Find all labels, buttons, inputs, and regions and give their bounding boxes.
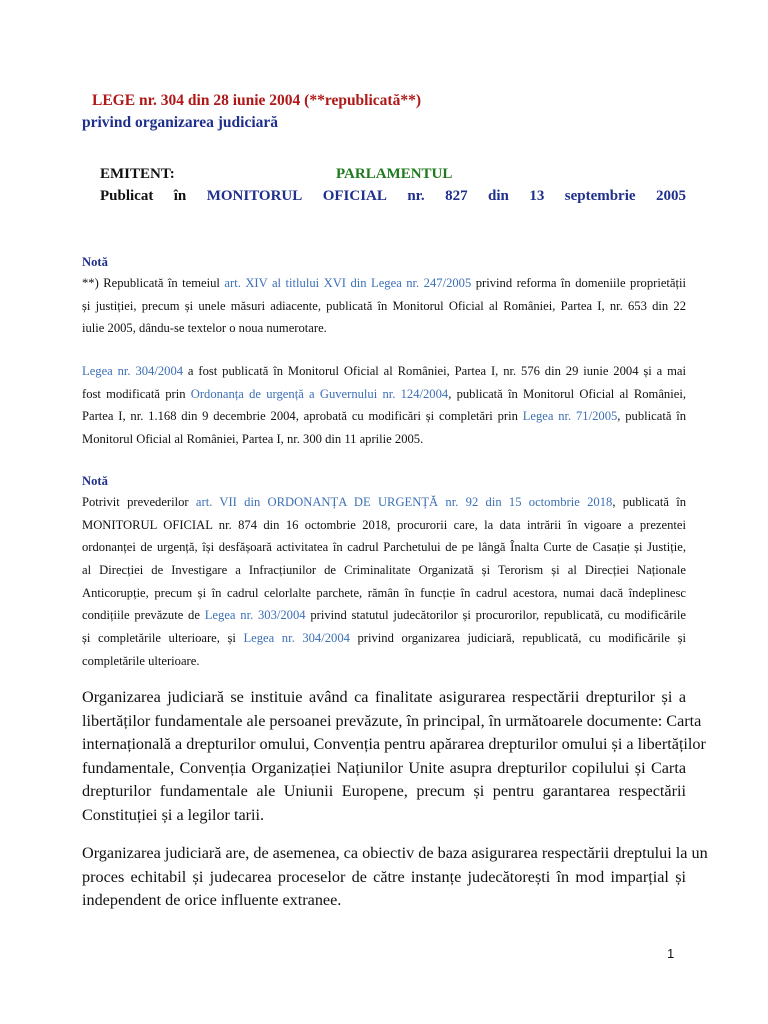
law-title: LEGE nr. 304 din 28 iunie 2004 (**republicată**) [92,92,421,109]
legal-link[interactable]: art. XIV al titlului XVI din Legea nr. 247/2005 [224,276,472,290]
text-line: Anticorupție, precum și în cadrul celorlalte parchete, rămân în funcție în cadrul acestora, numai dacă îndeplinesc [82,585,686,600]
legal-link[interactable]: Legea nr. 71/2005 [522,409,618,424]
text-line: al Direcției de Investigare a Infracțiunilor de Criminalitate Organizată și Terorism și al Direcției Naționale [82,563,686,578]
note-label: Notă [82,474,108,488]
text-line: condițiile prevăzute de Legea nr. 303/2004 privind statutul judecătorilor și procurorilor, republicată, cu modificările [82,608,687,623]
text-line: libertăților fundamentale ale persoanei prevăzute, în principal, în următoarele documente: Carta [82,711,702,730]
law-history-paragraph [82,360,686,451]
publication-row [100,188,686,205]
note-2-text [82,491,686,673]
emitent-value: PARLAMENTUL [336,166,453,182]
text-line: proces echitabil și judecarea proceselor de către instanțe judecătorești în mod imparțial și [82,867,686,886]
pub-word: în [173,188,187,204]
text-line: fost modificată prin Ordonanța de urgență a Guvernului nr. 124/2004, publicată în Monitorul Oficial al României, [82,386,686,401]
legal-link[interactable]: Legea nr. 304/2004 [243,631,350,646]
text-line: Organizarea judiciară se instituie având ca finalitate asigurarea respectării drepturilor și a [82,688,686,706]
text-line: internațională a drepturilor omului, Convenția pentru apărarea drepturilor omului și a libertăților [82,735,706,753]
emitent-row [100,166,700,186]
text-line: MONITORUL OFICIAL nr. 874 din 16 octombrie 2018, procurorii care, la data intrării în vigoare a prezentei [82,517,686,532]
legal-link[interactable]: Legea nr. 304/2004 [82,364,184,378]
text-line: Partea I, nr. 1.168 din 9 decembrie 2004, aprobată cu modificări și completări prin Legea nr. 71/2005, publicată în [82,409,687,424]
text-line: și justiției, precum și unele măsuri adiacente, publicată în Monitorul Oficial al României, Partea I, nr. 653 din 22 [82,298,686,313]
pub-word: Publicat [100,188,154,204]
text-line: Monitorul Oficial al României, Partea I, nr. 300 din 11 aprilie 2005. [82,432,424,447]
law-subtitle: privind organizarea judiciară [82,114,279,131]
emitent-label: EMITENT: [100,166,175,182]
pub-word: nr. [407,188,425,204]
page-number: 1 [667,946,675,961]
pub-word: 13 [529,188,545,204]
legal-link[interactable]: art. VII din ORDONANȚA DE URGENȚĂ nr. 92 din 15 octombrie 2018 [195,495,613,509]
pub-word: MONITORUL [206,188,303,204]
text-line: completările ulterioare. [82,653,200,668]
legal-link[interactable]: Legea nr. 303/2004 [204,608,306,623]
text-line: Organizarea judiciară are, de asemenea, ca obiectiv de baza asigurarea respectării dreptului la un [82,844,708,862]
legal-link[interactable]: Ordonanța de urgență a Guvernului nr. 124/2004 [190,386,449,401]
pub-word: septembrie [564,188,636,204]
text-line: Potrivit prevederilor art. VII din ORDONANȚA DE URGENȚĂ nr. 92 din 15 octombrie 2018, publicată în [82,495,686,509]
pub-word: 2005 [655,188,686,204]
text-line: **) Republicată în temeiul art. XIV al titlului XVI din Legea nr. 247/2005 privind reforma în domeniile proprietății [82,276,686,290]
note-1-text [82,272,686,340]
text-line: fundamentale, Convenția Organizației Națiunilor Unite asupra drepturilor copilului și Carta [82,758,686,777]
text-line: independent de orice influente extranee. [82,891,342,909]
pub-word: 827 [445,188,468,204]
text-line: și completările ulterioare, și Legea nr. 304/2004 privind organizarea judiciară, republicată, cu modificările și [82,631,686,646]
text-line: ordonanței de urgență, își desfășoară activitatea în cadrul Parchetului de pe lângă Înalta Curte de Casație și Justiție, [82,540,686,555]
text-line: iulie 2005, dându-se textelor o noua numerotare. [82,321,327,336]
text-line: Legea nr. 304/2004 a fost publicată în Monitorul Oficial al României, Partea I, nr. 576 din 29 iunie 2004 și a mai [82,364,686,378]
pub-word: din [488,188,509,204]
body-paragraph-2 [82,842,708,913]
body-paragraph-1 [82,686,706,827]
text-line: drepturilor fundamentale ale Uniunii Europene, precum și pentru garantarea respectării [82,782,686,800]
text-line: Constituției și a legilor tarii. [82,805,265,824]
note-label: Notă [82,255,108,269]
pub-word: OFICIAL [322,188,387,204]
